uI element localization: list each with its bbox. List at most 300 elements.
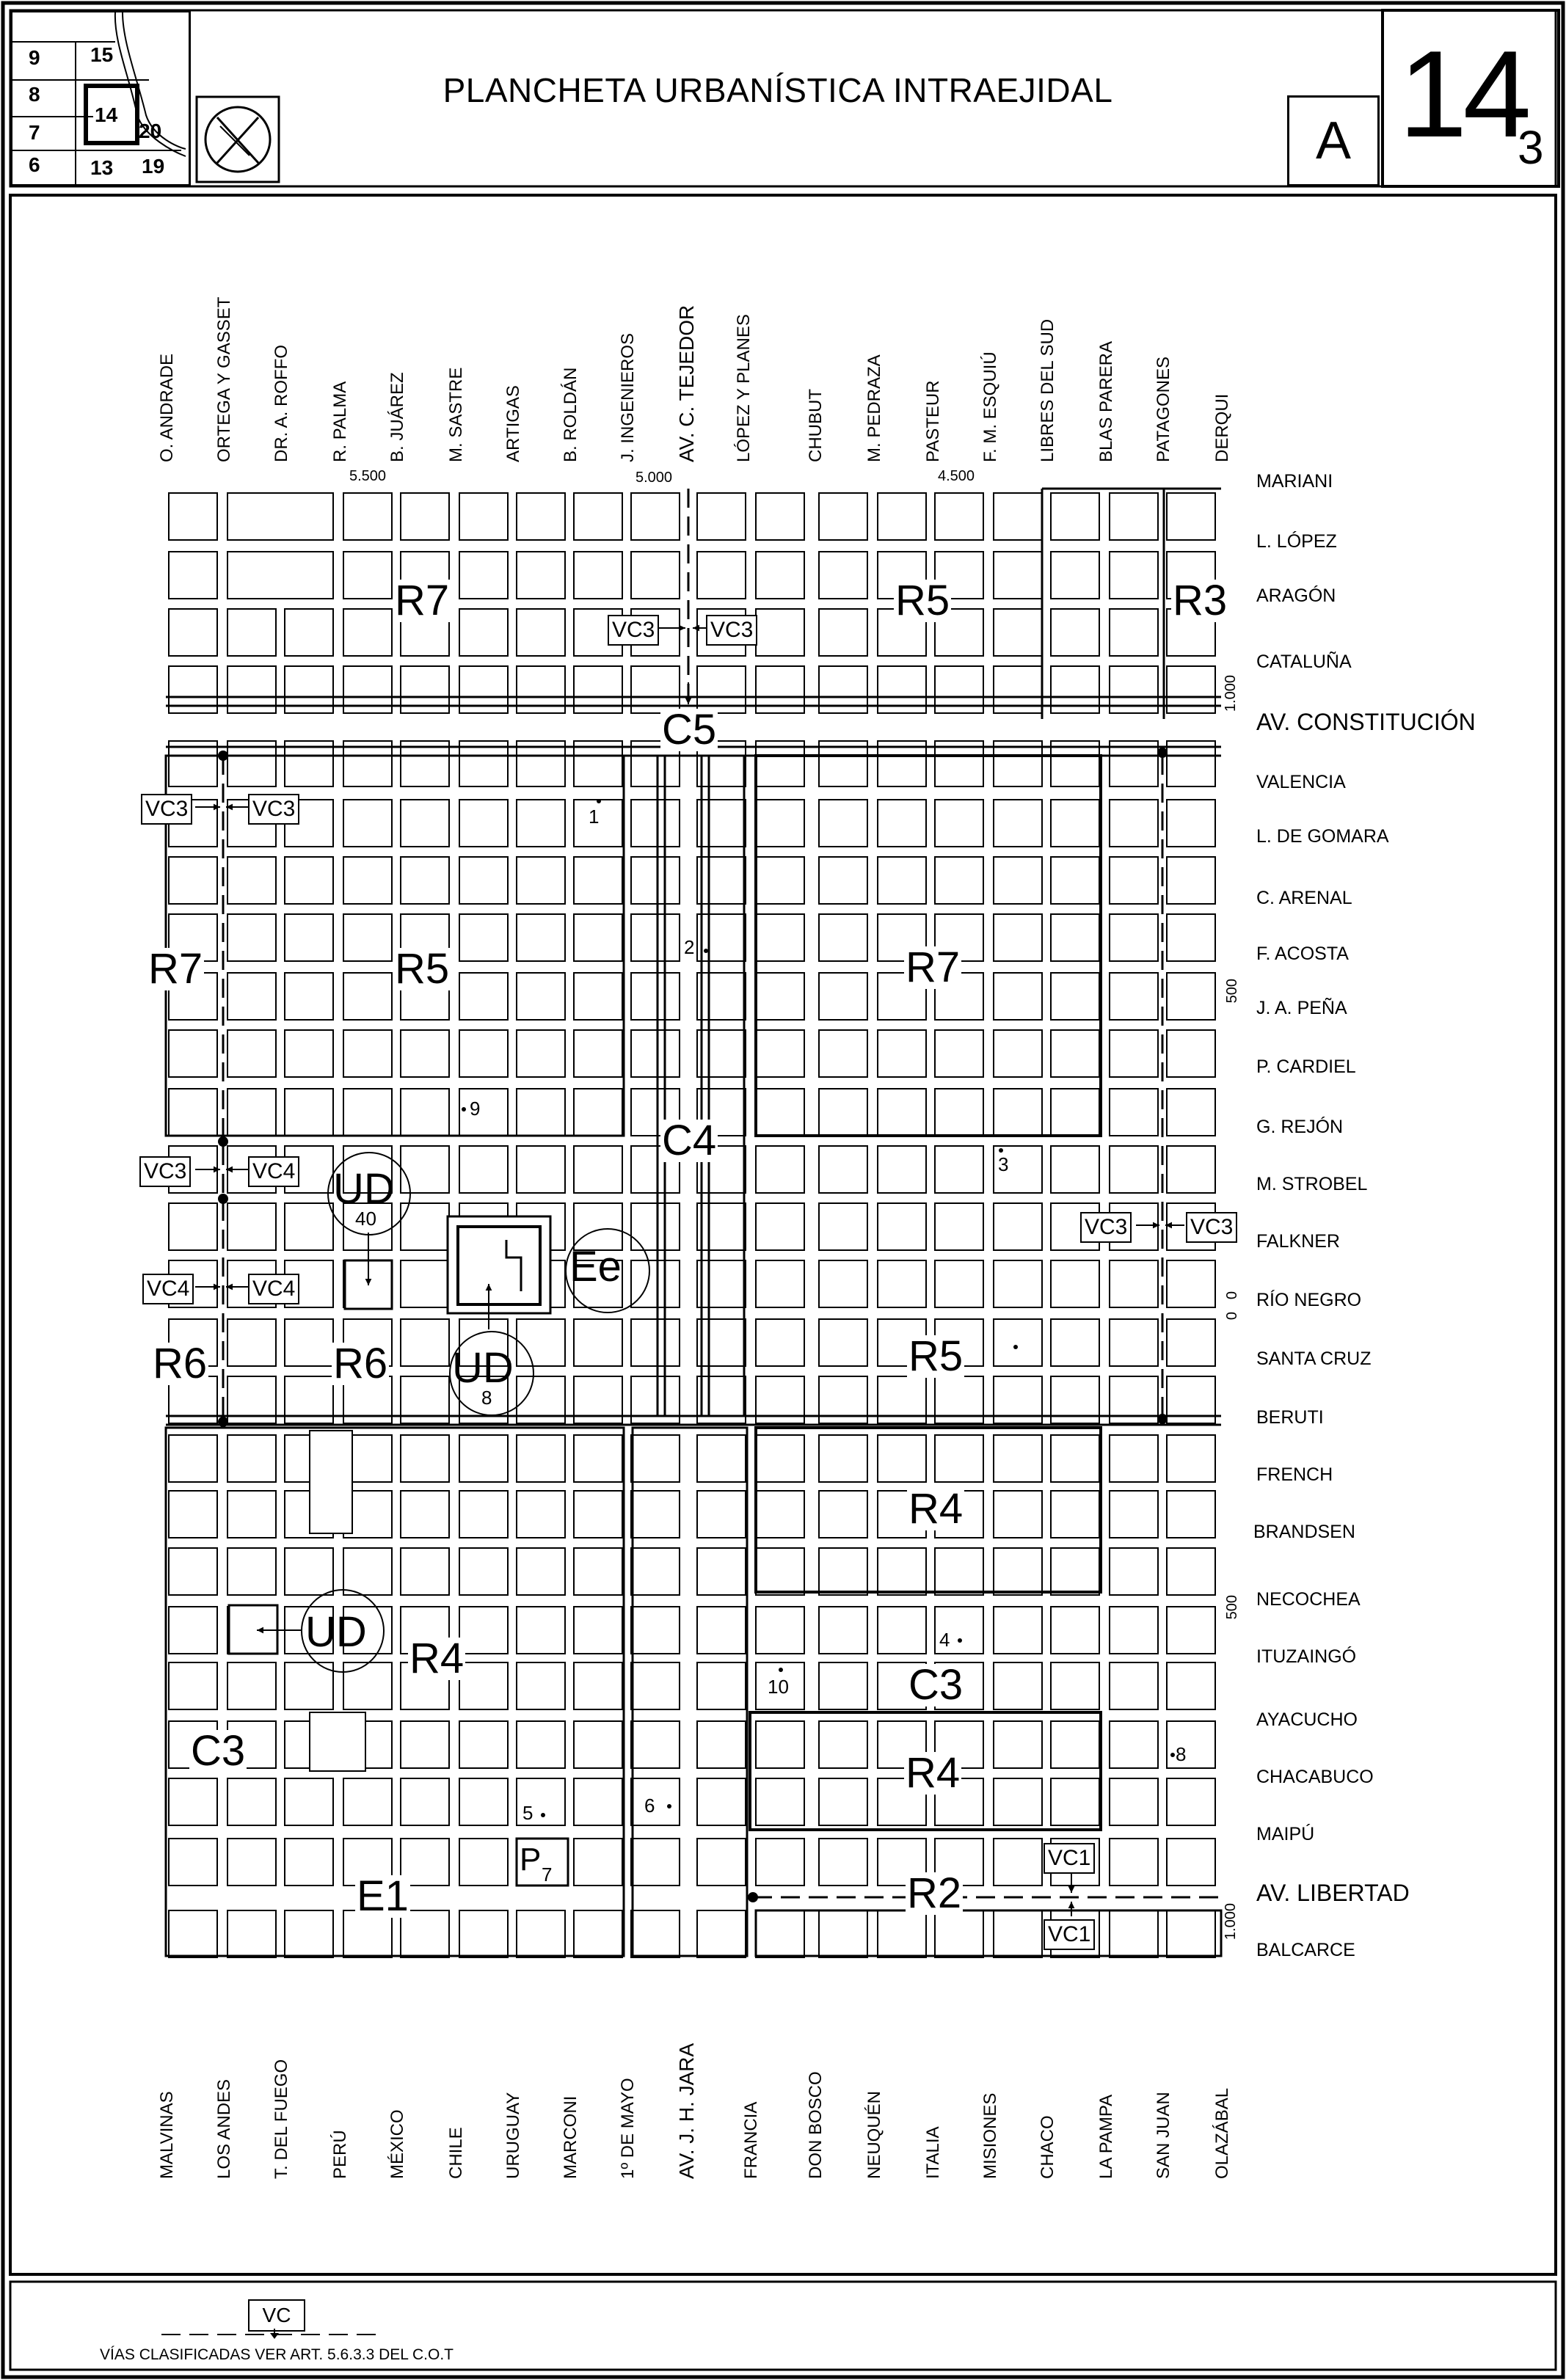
city-block [1167,1260,1215,1307]
city-block [631,1548,680,1595]
city-block [517,493,565,540]
street-label: LIBRES DEL SUD [1038,318,1057,462]
city-block [1110,914,1158,961]
street-label: SAN JUAN [1154,2092,1173,2179]
city-block [1051,609,1099,656]
city-block [1167,1839,1215,1886]
point-label: 10 [768,1676,789,1698]
city-block [1110,1721,1158,1768]
street-label: BRANDSEN [1253,1522,1355,1542]
zone-label: E1 [357,1872,409,1920]
city-block [574,1548,622,1595]
city-block [1110,1548,1158,1595]
city-block [1110,1910,1158,1957]
street-label: 1º DE MAYO [618,2078,638,2179]
city-block [401,1203,449,1250]
city-block [994,1319,1042,1366]
city-block [631,1435,680,1482]
city-block [935,1548,983,1595]
city-block [517,1548,565,1595]
street-label: PERÚ [330,2130,350,2179]
city-block [994,1910,1042,1957]
city-block [756,1203,804,1250]
city-block [994,1607,1042,1654]
city-block [227,1548,276,1595]
city-block [169,1662,217,1709]
city-block [756,609,804,656]
point-dot [1170,1753,1175,1757]
street-label: R. PALMA [330,381,350,462]
city-block [994,1662,1042,1709]
city-block [878,1435,926,1482]
street-label: G. REJÓN [1256,1117,1344,1137]
city-block [819,1260,867,1307]
vc-label: VC3 [248,794,299,825]
city-block [631,800,680,847]
city-block [574,1089,622,1136]
city-block [517,1910,565,1957]
city-block [697,493,746,540]
zone-label: R5 [895,577,950,624]
city-block [517,1662,565,1709]
city-block [1167,1319,1215,1366]
city-block [1167,493,1215,540]
city-block [697,1721,746,1768]
city-block [574,973,622,1020]
city-block [819,1721,867,1768]
city-block [1051,1548,1099,1595]
distance-mark: 5.500 [349,468,387,484]
city-block [994,1203,1042,1250]
point-dot [1013,1345,1018,1349]
city-block [459,1839,508,1886]
city-block [935,1089,983,1136]
vc-label: VC3 [608,615,659,646]
street-label: M. SASTRE [446,367,466,462]
city-block [1051,1030,1099,1077]
city-block [343,552,392,599]
city-block [994,1721,1042,1768]
node-dot [218,1194,228,1204]
city-block [459,973,508,1020]
city-block [878,1146,926,1193]
city-block [994,1089,1042,1136]
city-block [574,1435,622,1482]
city-block [1167,1910,1215,1957]
city-block [756,1146,804,1193]
city-block [878,800,926,847]
city-block [1051,1721,1099,1768]
city-block [756,800,804,847]
city-block [1110,1089,1158,1136]
street-label: F. ACOSTA [1256,943,1349,964]
city-block [401,1491,449,1538]
point-dot [541,1813,545,1817]
city-block [227,1910,276,1957]
sheet-letter: A [1287,95,1380,186]
city-block [574,1146,622,1193]
city-block [227,1778,276,1825]
street-label: P. CARDIEL [1256,1056,1356,1077]
city-block [343,493,392,540]
city-block [517,1089,565,1136]
city-block [227,609,276,656]
city-block [1051,1435,1099,1482]
ee-label: Ee [569,1243,622,1291]
city-block [697,1260,746,1307]
city-block [1110,609,1158,656]
city-block [994,857,1042,904]
node-dot [748,1892,758,1902]
legend-dash-line [161,2326,396,2348]
city-block [935,1146,983,1193]
city-block [1110,1491,1158,1538]
city-block [1110,973,1158,1020]
city-block [574,1839,622,1886]
key-cell: 15 [90,43,114,66]
city-block [1051,1319,1099,1366]
city-block [1167,1146,1215,1193]
city-block [169,1089,217,1136]
city-block [697,1435,746,1482]
street-label: MAIPÚ [1256,1824,1315,1844]
point-dot [999,1148,1003,1153]
zone-label: C3 [191,1727,246,1775]
city-block [574,1721,622,1768]
street-label: J. INGENIEROS [618,332,638,462]
city-block [994,1435,1042,1482]
city-block [994,1260,1042,1307]
vc-label: VC3 [1080,1212,1132,1243]
street-label: ARTIGAS [503,385,523,462]
key-cell: 20 [139,120,162,142]
city-block [401,1721,449,1768]
street-label: MARIANI [1256,471,1333,492]
city-block [819,552,867,599]
city-block [994,973,1042,1020]
city-block [517,552,565,599]
street-label: ITUZAINGÓ [1256,1646,1357,1667]
point-label: 9 [470,1098,481,1120]
city-block [169,1778,217,1825]
city-block [1167,1778,1215,1825]
city-block [1051,914,1099,961]
city-block [227,1203,276,1250]
point-dot [958,1638,962,1643]
city-block [994,1030,1042,1077]
street-label: LÓPEZ Y PLANES [734,314,754,462]
city-block [697,1491,746,1538]
zone-label: R4 [908,1485,964,1533]
city-block [169,1839,217,1886]
city-block [697,1778,746,1825]
street-label: DERQUI [1212,393,1232,462]
point-dot [779,1668,783,1672]
distance-mark: 4.500 [938,468,975,484]
city-block [517,1491,565,1538]
city-block [994,800,1042,847]
city-block [994,1548,1042,1595]
city-block [1051,1491,1099,1538]
ud-number: 8 [481,1387,492,1409]
city-block [697,1319,746,1366]
city-block [285,1548,333,1595]
street-label: J. A. PEÑA [1256,998,1347,1018]
point-label: 3 [998,1153,1009,1175]
city-block [169,493,217,540]
city-block [574,1319,622,1366]
city-block [756,1607,804,1654]
zone-label: R3 [1173,577,1228,624]
node-dot [218,1417,228,1427]
city-block [285,973,333,1020]
arrow-head [1068,1902,1075,1908]
node-dot [218,751,228,761]
street-label: B. ROLDÁN [561,367,580,462]
street-label: L. DE GOMARA [1256,826,1389,847]
street-label: ORTEGA Y GASSET [214,296,234,462]
city-block [631,1778,680,1825]
city-block [697,800,746,847]
city-block [1167,1548,1215,1595]
arrow-head [685,698,692,704]
city-block [935,1910,983,1957]
street-label: DR. A. ROFFO [272,344,291,462]
key-cell: 19 [142,155,165,178]
city-block [285,1030,333,1077]
city-block [756,493,804,540]
city-block [819,1662,867,1709]
city-block [1167,1089,1215,1136]
street-label: MÉXICO [387,2109,407,2179]
point-label: 5 [522,1802,533,1824]
zone-label: R6 [153,1340,208,1387]
street-label: NECOCHEA [1256,1589,1361,1610]
street-label: BALCARCE [1256,1940,1355,1960]
point-dot [667,1804,671,1808]
street-label: FRANCIA [741,2101,761,2179]
point-label: 4 [939,1629,950,1651]
city-block [819,1319,867,1366]
city-block [1167,914,1215,961]
street-label: AV. C. TEJEDOR [675,304,698,462]
city-block [517,1435,565,1482]
vc-label: VC1 [1044,1843,1095,1874]
open-area [310,1712,365,1771]
city-block [697,1030,746,1077]
street-label: L. LÓPEZ [1256,531,1337,552]
street-label: MALVINAS [157,2091,177,2179]
city-block [517,609,565,656]
city-block [459,1030,508,1077]
city-block [935,800,983,847]
city-block [697,973,746,1020]
zone-boundary [756,1910,1221,1956]
city-block [935,857,983,904]
city-block [631,493,680,540]
city-block [935,493,983,540]
city-block [1167,857,1215,904]
city-block [1167,1721,1215,1768]
street-label: OLAZÁBAL [1212,2087,1232,2179]
city-block [285,914,333,961]
city-block [169,1435,217,1482]
ud-label: UD [452,1344,514,1392]
city-block [459,914,508,961]
city-block [285,1778,333,1825]
ee-area [458,1227,540,1304]
city-block [285,609,333,656]
city-block [169,1607,217,1654]
city-block [631,973,680,1020]
point-dot [462,1107,466,1111]
city-block [517,914,565,961]
city-block [819,1548,867,1595]
arrow-head [679,625,685,632]
city-block [878,1910,926,1957]
city-block [227,857,276,904]
city-block [1051,857,1099,904]
city-block [1110,1319,1158,1366]
city-block [517,973,565,1020]
city-block [756,1089,804,1136]
distance-mark: 5.000 [635,470,673,486]
city-block [227,1435,276,1482]
street-label: M. PEDRAZA [864,354,884,462]
city-block [631,857,680,904]
city-block [343,1089,392,1136]
city-block [631,1319,680,1366]
city-block [1167,1607,1215,1654]
city-block [517,857,565,904]
arrow-head [693,625,699,632]
city-block [285,1089,333,1136]
city-block [631,914,680,961]
key-cell: 6 [29,153,40,176]
zone-label: C5 [662,706,717,753]
city-block [227,1089,276,1136]
city-block [819,1146,867,1193]
city-block [574,914,622,961]
city-block [169,609,217,656]
city-block [169,1491,217,1538]
city-block [1110,800,1158,847]
city-block [574,493,622,540]
city-block [169,1203,217,1250]
key-cell-current: 14 [95,103,118,126]
vc-label: VC3 [141,794,192,825]
city-block [401,1089,449,1136]
city-block [631,1662,680,1709]
city-block [459,1721,508,1768]
city-block [227,1319,276,1366]
vc-label: VC1 [1044,1919,1095,1950]
city-block [285,1839,333,1886]
street-label: CHACO [1038,2115,1057,2179]
street-label: BLAS PARERA [1096,341,1116,462]
city-block [631,1910,680,1957]
zone-label: R4 [906,1749,961,1797]
city-block [1110,1607,1158,1654]
city-block [756,1839,804,1886]
city-block [819,1203,867,1250]
point-dot [704,949,708,953]
city-block [878,1548,926,1595]
city-block [819,1491,867,1538]
city-block [1051,800,1099,847]
city-block [343,609,392,656]
vc-label: VC4 [248,1156,299,1187]
zone-label: C4 [662,1117,717,1164]
city-block [1110,857,1158,904]
street-label: F. M. ESQUIÚ [980,351,1000,462]
city-block [227,1662,276,1709]
street-label: LOS ANDES [214,2078,234,2179]
city-block [1167,1491,1215,1538]
city-block [517,800,565,847]
city-block [517,1030,565,1077]
city-block [1051,1662,1099,1709]
vc-label: VC4 [142,1274,194,1304]
city-block [878,493,926,540]
city-block [756,973,804,1020]
city-block [227,493,333,540]
city-block [878,857,926,904]
point-dot [597,799,601,803]
key-cell: 8 [29,83,40,106]
street-label: VALENCIA [1256,772,1346,792]
city-block [935,1260,983,1307]
city-block [517,1146,565,1193]
city-block [697,1662,746,1709]
city-block [697,914,746,961]
arrow-head [1068,1886,1075,1893]
zone-label: R6 [333,1340,388,1387]
city-block [819,1778,867,1825]
city-block [1051,1607,1099,1654]
city-block [819,1910,867,1957]
city-block [1051,493,1099,540]
point-label: 1 [589,806,600,828]
city-block [1051,552,1099,599]
zone-label: R7 [148,945,203,993]
city-block [459,1607,508,1654]
city-block [756,1491,804,1538]
city-block [285,1319,333,1366]
zone-label: R7 [906,943,961,991]
city-block [343,857,392,904]
street-label: M. STROBEL [1256,1174,1368,1194]
point-label: 8 [1176,1743,1187,1765]
city-block [459,1778,508,1825]
zone-label: C3 [908,1661,964,1709]
city-block [935,1435,983,1482]
city-block [994,1778,1042,1825]
street-label: B. JUÁREZ [387,372,407,462]
city-block [1110,1662,1158,1709]
city-block [631,1721,680,1768]
city-block [1110,1030,1158,1077]
city-block [285,1203,333,1250]
city-block [1167,1662,1215,1709]
city-block [401,493,449,540]
city-block [459,1435,508,1482]
city-block [697,1607,746,1654]
vc-label: VC3 [139,1156,191,1187]
street-label: MARCONI [561,2095,580,2179]
city-block [935,1203,983,1250]
distance-mark: 0 [1224,1312,1240,1321]
